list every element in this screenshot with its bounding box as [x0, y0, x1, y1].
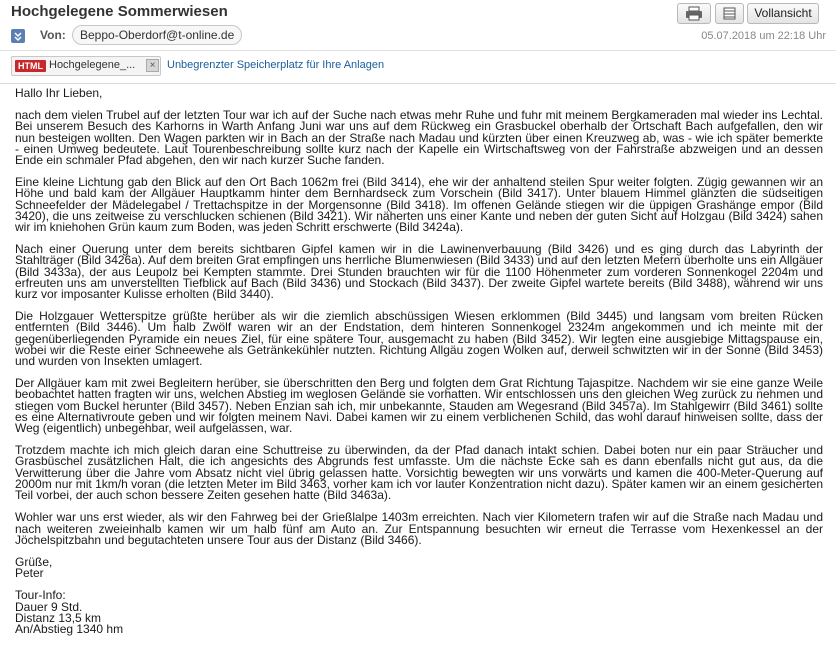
attachment-name: Hochgelegene_... — [49, 59, 136, 71]
header-bottom-border — [0, 83, 836, 84]
mail-subject: Hochgelegene Sommerwiesen — [11, 3, 228, 20]
storage-link[interactable]: Unbegrenzter Speicherplatz für Ihre Anlagen — [167, 59, 385, 71]
sign-off-name: Peter — [15, 566, 44, 581]
tour-info-line: Dauer 9 Std. — [15, 599, 83, 614]
tour-info — [15, 590, 823, 635]
body-paragraph: Die Holzgauer Wetterspitze grüßte herüber als wir die ziemlich abschüssigen Wiesen erklommen (Bild 3445) und langsam vom breiten Rücken entfernten (Bild 3446). Um halb Zwölf waren wir an der Endstation, dem hinteren Sonnenkogel 2324m angekommen und ich meinte mit der gegenüberliegenden Pyramide ein neues Ziel, für eine spätere Tour, ausgemacht zu haben (Bild 3452). Wir legten eine ausgiebige Mittagspause ein, wobei wir die Reste einer Schneewehe als Getränkekühler nutzten. Richtung Allgäu zogen Wolken auf, derweil schwitzten wir in der Sonne (Bild 3453) und wurden von Insekten umlagert. — [15, 309, 823, 369]
tour-info-line: An/Abstieg 1340 hm — [15, 621, 124, 636]
body-paragraph: Eine kleine Lichtung gab den Blick auf den Ort Bach 1062m frei (Bild 3414), ehe wir der anhaltend steilen Spur weiter folgten. Zügig gewannen wir an Höhe und bald kam der Allgäuer Hauptkamm hinter dem Bernhardseck zum Vorschein (Bild 3417). Unter blauem Himmel glänzten die südseitigen Schneefelder der Mädelegabel / Trettachspitze in der Morgensonne (Bild 3418). Im offenen Gelände stiegen wir die üppigen Grashänge empor (Bild 3420), die uns zeitweise zu verschlucken schienen (Bild 3421). Wir näherten uns einer Kante und neben der guten Sicht auf Holzgau (Bild 3424) sahen wir im kniehohen Grün kaum zum Boden, was jeden Schritt erschwerte (Bild 3424a). — [15, 175, 823, 235]
body-paragraph: Nach einer Querung unter dem bereits sichtbaren Gipfel kamen wir in die Lawinenverbauung (Bild 3426) und es ging durch das Labyrinth der Stahlträger (Bild 3426a). Auf dem breiten Grat empfingen uns herrliche Blumenwiesen (Bild 3433) und auf den letzten Metern überholte uns ein Allgäuer (Bild 3433a), der aus Leupolz bei Kempten stammte. Drei Stunden brauchten wir für die 1100 Höhenmeter zum vorderen Sonnenkogel 2204m und erfreuten uns am unverstellten Tiefblick auf Bach (Bild 3436) und Stockach (Bild 3437). Der zweite Gipfel wartete bereits (Bild 3488), während wir uns kurz vor imposanter Kulisse erholten (Bild 3440). — [15, 242, 823, 302]
body-paragraph: Wohler war uns erst wieder, als wir den Fahrweg bei der Grießlalpe 1403m erreichten. Nach vier Kilometern trafen wir auf die Straße nach Madau und nach weiteren zweieinhalb kamen wir um halb fünf am Auto an. Zur Entspannung besuchten wir erneut die Terrasse vom Hexenkessel an der Jöchelspitzbahn und begutachteten unsere Tour aus der Distanz (Bild 3466). — [15, 510, 823, 547]
sign-off-line: Grüße, — [15, 554, 53, 569]
spam-icon — [716, 4, 743, 23]
print-button[interactable] — [677, 3, 711, 24]
header-divider — [0, 50, 836, 51]
html-file-icon: HTML — [15, 60, 46, 72]
body-paragraph: nach dem vielen Trubel auf der letzten Tour war ich auf der Suche nach etwas mehr Ruhe und fuhr mit meinem Bergkameraden mal wieder ins Lechtal. Bei unserem Besuch des Karhorns in Warth Anfang Juni war uns auf dem Rückweg ein Grasbuckel oberhalb der Ortschaft Bach aufgefallen, den wir nun besteigen wollten. Den Wagen parkten wir in Bach an der Straße nach Madau und kürzten über einen Kreuzweg ab, was - wie ich später bemerkte - einen Umweg bedeutete. Laut Tourenbeschreibung sollte kurz nach der Kapelle ein Wirtschaftsweg von der Fahrstraße abzweigen und an dessen Ende ein schmaler Pfad abgehen, den wir nach kurzer Suche fanden. — [15, 108, 823, 168]
from-label: Von: — [40, 28, 66, 42]
tour-info-title: Tour-Info: — [15, 588, 66, 603]
sender-chip[interactable]: Beppo-Oberdorf@t-online.de — [72, 25, 242, 45]
mail-body — [15, 88, 823, 646]
greeting: Hallo Ihr Lieben, — [15, 86, 103, 100]
fullview-button[interactable]: Vollansicht — [747, 3, 819, 24]
attachment-chip[interactable] — [11, 56, 161, 76]
body-paragraph: Trotzdem machte ich mich gleich daran eine Schuttreise zu überwinden, da der Pfad danach intakt schien. Dabei boten nur ein paar Sträucher und Grasbüschel zusätzlichen Halt, die ich angesichts des Abgrunds fest umfasste. Um die nächste Ecke sah es dann ebenfalls nicht gut aus, da die Verwitterung über die Jahre vom Absatz nicht viel übrig gelassen hatte. Vorsichtig bewegten wir uns vorwärts und kamen die 400-Meter-Querung auf 2000m nur mit 1km/h voran (die letzten Meter im Bild 3463, vorher kam ich vor lauter Konzentration nicht dazu). Später kamen wir an einem gesicherten Teil vorbei, der auch schon bessere Zeiten gesehen hatte (Bild 3463a). — [15, 443, 823, 503]
mail-date: 05.07.2018 um 22:18 Uhr — [701, 30, 826, 42]
print-icon — [678, 4, 710, 23]
tour-info-line: Distanz 13,5 km — [15, 610, 102, 625]
sign-off — [15, 554, 823, 581]
remove-attachment-icon[interactable]: × — [146, 59, 159, 72]
body-paragraph: Der Allgäuer kam mit zwei Begleitern herüber, sie überschritten den Berg und folgten dem Grat Richtung Tajaspitze. Nachdem wir sie eine ganze Weile beobachtet hatten fragten wir uns, welchen Abstieg im weglosen Gelände sie vorhatten. Wir entschlossen uns den gleichen Weg zurück zu nehmen und stiegen vom Buckel herunter (Bild 3457). Neben Enzian sah ich, mir unbekannte, Stauden am Wegesrand (Bild 3457a). Im Stahlgewirr (Bild 3461) sollte es eine Alternativroute geben und wir folgten meinem Navi. Dabei kamen wir zu einem verblichenen Schild, das wohl darauf hinweisen sollte, dass der Weg (eigentlich) unbegehbar, weil aufgelassen, war. — [15, 376, 823, 436]
spam-button[interactable] — [715, 3, 744, 24]
mail-header — [0, 0, 836, 84]
expand-icon — [11, 29, 25, 43]
expand-header-button[interactable] — [11, 29, 25, 43]
